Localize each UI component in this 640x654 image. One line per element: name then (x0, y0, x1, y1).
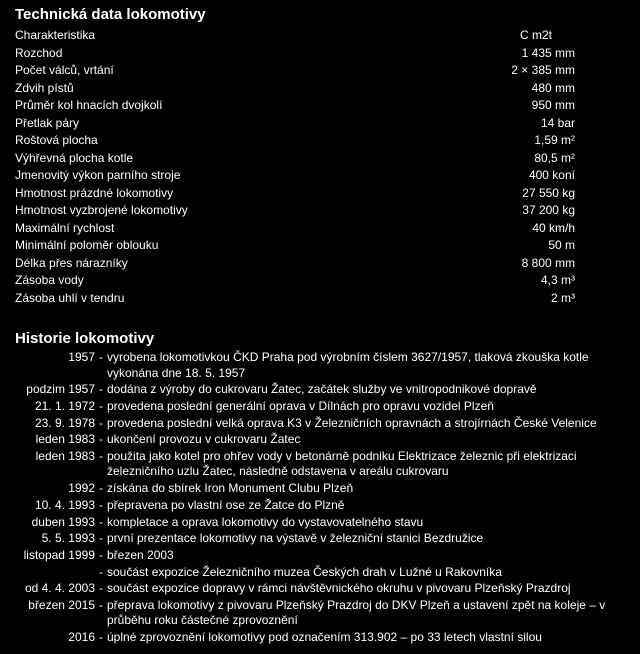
tech-value: 950 mm (531, 98, 575, 112)
history-text: přeprava lokomotivy z pivovaru Plzeňský Prazdroj do DKV Plzeň a ustavení zpět na koleje – v průběhu roku částečné zprovoznění (107, 597, 606, 628)
history-event (0, 598, 640, 629)
tech-row (15, 27, 615, 45)
history-date: 10. 4. 1993 (34, 497, 95, 512)
history-separator: - (99, 350, 103, 364)
tech-row (15, 97, 615, 115)
tech-row (15, 80, 615, 98)
history-text: provedena poslední velká oprava K3 v Železničních opravnách a strojírnách České Velenice (107, 415, 597, 430)
tech-value: 37 200 kg (522, 203, 575, 217)
tech-value: 1,59 m² (534, 133, 575, 147)
tech-value: 2 m³ (551, 290, 575, 305)
tech-value: 400 koní (528, 168, 575, 182)
tech-value: C m2t (520, 28, 553, 42)
history-text: součást expozice Železničního muzea Českých drah v Lužné u Rakovníka (107, 564, 502, 579)
history-date: leden 1983 (35, 432, 95, 447)
tech-value: 2 × 385 mm (511, 63, 575, 77)
history-date: 2016 (68, 630, 95, 645)
history-separator: - (99, 432, 103, 447)
tech-value: 1 435 mm (521, 45, 575, 60)
history-separator: - (99, 630, 103, 645)
tech-row (15, 185, 615, 203)
technical-data-title: Technická data lokomotivy (15, 6, 206, 23)
history-date: duben 1993 (31, 514, 95, 529)
history-event (0, 432, 640, 448)
history-date: březen 2015 (28, 597, 95, 612)
tech-row (15, 150, 615, 168)
history-text: ukončení provozu v cukrovaru Žatec (107, 432, 301, 447)
tech-label: Zásoba uhlí v tendru (15, 290, 125, 305)
history-date: leden 1983 (35, 448, 95, 463)
history-title: Historie lokomotivy (15, 330, 155, 347)
tech-label: Zdvih pístů (15, 80, 74, 95)
history-separator: - (99, 514, 103, 529)
history-event (0, 399, 640, 415)
tech-label: Délka přes nárazníky (15, 255, 128, 270)
history-event (0, 416, 640, 432)
history-date: 1992 (68, 481, 95, 496)
history-date: 23. 9. 1978 (34, 415, 95, 430)
history-text: součást expozice dopravy v rámci návštěvnického okruhu v pivovaru Plzeňský Prazdroj (107, 581, 571, 596)
tech-row (15, 62, 615, 80)
tech-label: Maximální rychlost (15, 220, 115, 235)
history-separator: - (99, 547, 103, 562)
tech-value: 27 550 kg (522, 185, 575, 200)
history-date: od 4. 4. 2003 (24, 581, 95, 596)
tech-label: Zásoba vody (15, 273, 84, 287)
tech-row (15, 220, 615, 238)
history-event (0, 449, 640, 480)
tech-label: Průměr kol hnacích dvojkolí (15, 98, 163, 112)
history-text: provedena poslední generální oprava v Dílnách pro opravu vozidel Plzeň (107, 398, 494, 413)
tech-label: Hmotnost prázdné lokomotivy (15, 185, 174, 200)
tech-value: 480 mm (531, 80, 575, 95)
history-event (0, 630, 640, 646)
history-text: použita jako kotel pro ohřev vody v betonárně podniku Elektrizace železnic při elektrizaci železničního uzlu Žatec, následně odstavena v areálu cukrovaru (107, 448, 577, 479)
tech-label: Hmotnost vyzbrojené lokomotivy (15, 203, 188, 217)
history-date: listopad 1999 (23, 547, 95, 562)
tech-label: Výhřevná plocha kotle (15, 150, 134, 165)
history-text: přepravena po vlastní ose ze Žatce do Plzně (107, 497, 345, 512)
tech-value: 50 m (548, 238, 575, 252)
tech-row (15, 255, 615, 273)
tech-row (15, 167, 615, 185)
history-event (0, 548, 640, 564)
history-date: podzim 1957 (26, 382, 95, 397)
history-separator: - (99, 564, 103, 579)
history-text: březen 2003 (107, 547, 174, 562)
history-text: první prezentace lokomotivy na výstavě v železniční stanici Bezdružice (107, 531, 484, 546)
tech-row (15, 115, 615, 133)
history-event (0, 382, 640, 398)
tech-label: Minimální poloměr oblouku (15, 238, 159, 252)
history-event (0, 350, 640, 381)
history-separator: - (99, 597, 103, 612)
tech-value: 4,3 m³ (540, 273, 575, 287)
history-separator: - (99, 581, 103, 596)
history-event (0, 498, 640, 514)
history-date: 21. 1. 1972 (34, 398, 95, 413)
tech-label: Počet válců, vrtání (15, 63, 114, 77)
tech-label: Jmenovitý výkon parního stroje (15, 168, 181, 182)
history-event (0, 565, 640, 581)
history-text: získána do sbírek Iron Monument Clubu Plzeň (107, 481, 354, 496)
tech-value: 80,5 m² (534, 150, 575, 165)
tech-row (15, 237, 615, 255)
tech-label: Charakteristika (15, 28, 96, 42)
tech-value: 8 800 mm (521, 255, 575, 270)
tech-label: Rozchod (15, 45, 63, 60)
tech-value: 14 bar (540, 115, 575, 130)
history-separator: - (99, 481, 103, 496)
history-event (0, 481, 640, 497)
history-separator: - (99, 497, 103, 512)
tech-row (15, 272, 615, 290)
history-date: 5. 5. 1993 (41, 531, 95, 546)
history-text: vyrobena lokomotivkou ČKD Praha pod výrobním číslem 3627/1957, tlaková zkouška kotle vykonána dne 18. 5. 1957 (107, 350, 589, 380)
history-text: úplné zprovoznění lokomotivy pod označením 313.902 – po 33 letech vlastní silou (107, 630, 542, 645)
history-event (0, 531, 640, 547)
history-separator: - (99, 448, 103, 463)
history-separator: - (99, 382, 103, 397)
history-event (0, 515, 640, 531)
tech-label: Roštová plocha (15, 133, 98, 147)
tech-row (15, 202, 615, 220)
history-separator: - (99, 531, 103, 546)
history-list (0, 350, 640, 647)
technical-data-table (15, 27, 615, 307)
tech-value: 40 km/h (532, 220, 575, 235)
history-separator: - (99, 398, 103, 413)
history-text: kompletace a oprava lokomotivy do vystavovatelného stavu (107, 514, 424, 529)
history-text: dodána z výroby do cukrovaru Žatec, začátek služby ve vnitropodnikové dopravě (107, 382, 537, 397)
tech-row (15, 132, 615, 150)
tech-label: Přetlak páry (15, 115, 80, 130)
tech-row (15, 45, 615, 63)
history-separator: - (99, 415, 103, 430)
history-event (0, 581, 640, 597)
tech-row (15, 290, 615, 308)
history-date: 1957 (68, 350, 95, 364)
